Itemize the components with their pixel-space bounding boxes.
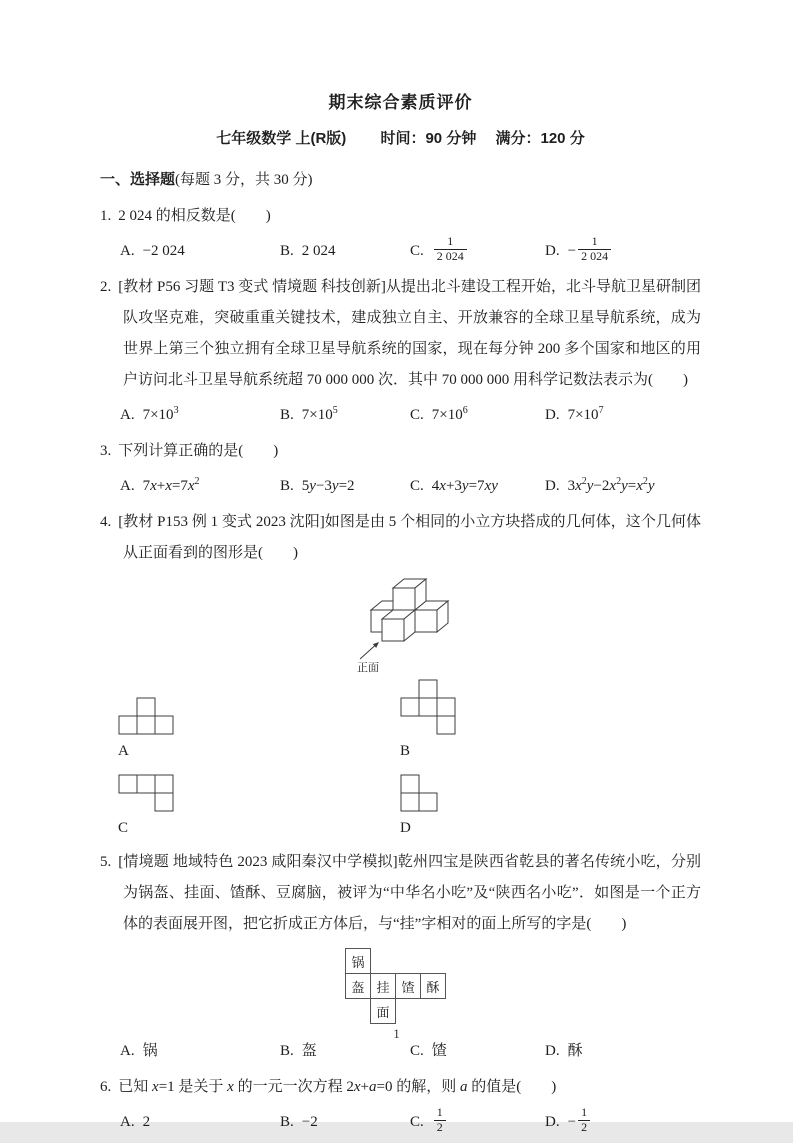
q3-option-b: B. 5y−3y=2	[280, 478, 355, 494]
page-content	[100, 88, 701, 1143]
q2-option-d: D. $7\times 10^7$	[545, 405, 604, 423]
q4-option-d-label: D	[400, 820, 411, 836]
paper-subtitle	[100, 127, 701, 148]
q6-option-d: D. − $\frac{1}{2}$	[545, 1105, 701, 1139]
q5-option-d: D. 酥	[545, 1043, 583, 1059]
q5-cube-net-figure	[345, 948, 449, 1026]
net-cell-kui: 盔	[345, 973, 371, 999]
question-1-options	[100, 234, 701, 268]
q3-option-d: D. $3x^2y-2x^2y=x^2y$	[545, 476, 655, 494]
section-heading-rest: (每题 3 分，共 30 分)	[175, 172, 313, 188]
question-1	[100, 201, 701, 232]
q4-option-b	[400, 679, 701, 760]
question-6	[100, 1072, 701, 1103]
question-5	[100, 847, 701, 940]
question-4	[100, 507, 701, 569]
q5-option-a: A. 锅	[120, 1043, 158, 1059]
question-5-text: [情境题 地域特色 2023 咸阳秦汉中学模拟]乾州四宝是陕西省乾县的著名传统小吃，分别为锅盔、挂面、馇酥、豆腐脑，被评为“中华名小吃”及“陕西名小吃”．如图是一个正方体的表面展开图，把它折成正方体后，与“挂”字相对的面上所写的字是( )	[118, 854, 701, 932]
q2-option-c: C. $7\times 10^6$	[410, 405, 468, 423]
question-6-options	[100, 1105, 701, 1139]
q4-option-a-label: A	[118, 743, 129, 759]
question-1-text: 2 024 的相反数是( )	[118, 208, 271, 224]
q4-solid-figure	[352, 573, 701, 673]
question-2-text: [教材 P56 习题 T3 变式 情境题 科技创新]从提出北斗建设工程开始，北斗导航卫星研制团队攻坚克难，突破重重关键技术，建成独立自主、开放兼容的全球卫星导航系统，成为世界上第三个独立拥有全球卫星导航系统的国家，现在每分钟 200 多个国家和地区的用户访问北斗卫星导航系统超 70 000 000 次．其中 70 000 000 用科学记数法表示为( )	[118, 279, 701, 388]
q4-option-a	[118, 679, 400, 760]
section-heading	[100, 165, 701, 195]
q4-option-c	[118, 774, 400, 837]
question-4-number: 4.	[100, 514, 112, 530]
net-cell-mian: 面	[370, 998, 396, 1024]
question-2-number: 2.	[100, 279, 112, 295]
q4-option-c-shape	[118, 774, 174, 812]
subtitle-course: 七年级数学 上(R版)	[216, 130, 347, 147]
question-3	[100, 436, 701, 467]
q1-option-c: C. $\frac{1}{2 024}$	[410, 234, 545, 268]
question-3-text: 下列计算正确的是( )	[118, 443, 279, 459]
front-view-arrow	[360, 642, 379, 659]
page-number: 1	[393, 1026, 400, 1041]
front-view-label: 正面	[357, 662, 379, 674]
question-1-number: 1.	[100, 208, 112, 224]
q4-option-a-shape	[118, 697, 174, 735]
question-3-number: 3.	[100, 443, 112, 459]
section-heading-bold: 一、选择题	[100, 171, 176, 188]
net-cell-su: 酥	[420, 973, 446, 999]
q3-option-c: C. 4x+3y=7xy	[410, 478, 498, 494]
question-4-text: [教材 P153 例 1 变式 2023 沈阳]如图是由 5 个相同的小立方块搭成的几何体，这个几何体从正面看到的图形是( )	[118, 514, 701, 561]
net-cell-gua: 挂	[370, 973, 396, 999]
q2-option-b: B. $7\times 10^5$	[280, 405, 338, 423]
question-6-number: 6.	[100, 1079, 112, 1095]
q3-option-a: A. $7x+x=7x^2$	[120, 476, 200, 494]
q4-option-d	[400, 774, 701, 837]
q2-option-a: A. $7\times 10^3$	[120, 405, 179, 423]
q4-option-b-shape	[400, 679, 456, 735]
q6-option-b: B. −2	[280, 1114, 318, 1130]
question-2	[100, 272, 701, 396]
q4-option-c-label: C	[118, 820, 129, 836]
q4-option-d-shape	[400, 774, 438, 812]
question-2-options	[100, 398, 701, 432]
q1-option-d: D. − $\frac{1}{2 024}$	[545, 234, 701, 268]
net-cell-guo: 锅	[345, 948, 371, 974]
question-6-text: 已知 x=1 是关于 x 的一元一次方程 2x+a=0 的解，则 a 的值是( )	[118, 1079, 557, 1095]
net-cell-cha: 馇	[395, 973, 421, 999]
page-title: 期末综合素质评价	[328, 93, 473, 112]
question-3-options	[100, 469, 701, 503]
cubes-isometric-drawing	[352, 573, 467, 673]
q6-option-a: A. 2	[120, 1114, 151, 1130]
question-5-number: 5.	[100, 854, 112, 870]
q1-option-b: B. 2 024	[280, 243, 336, 259]
q6-option-c: C. $\frac{1}{2}$	[410, 1105, 545, 1139]
question-4-options	[100, 679, 701, 837]
q5-option-c: C. 馇	[410, 1043, 447, 1059]
q4-option-b-label: B	[400, 743, 411, 759]
q5-option-b: B. 盔	[280, 1043, 317, 1059]
subtitle-time: 时间：90 分钟	[380, 130, 477, 147]
subtitle-score: 满分：120 分	[495, 130, 585, 147]
q1-option-a: A. −2 024	[120, 243, 185, 259]
